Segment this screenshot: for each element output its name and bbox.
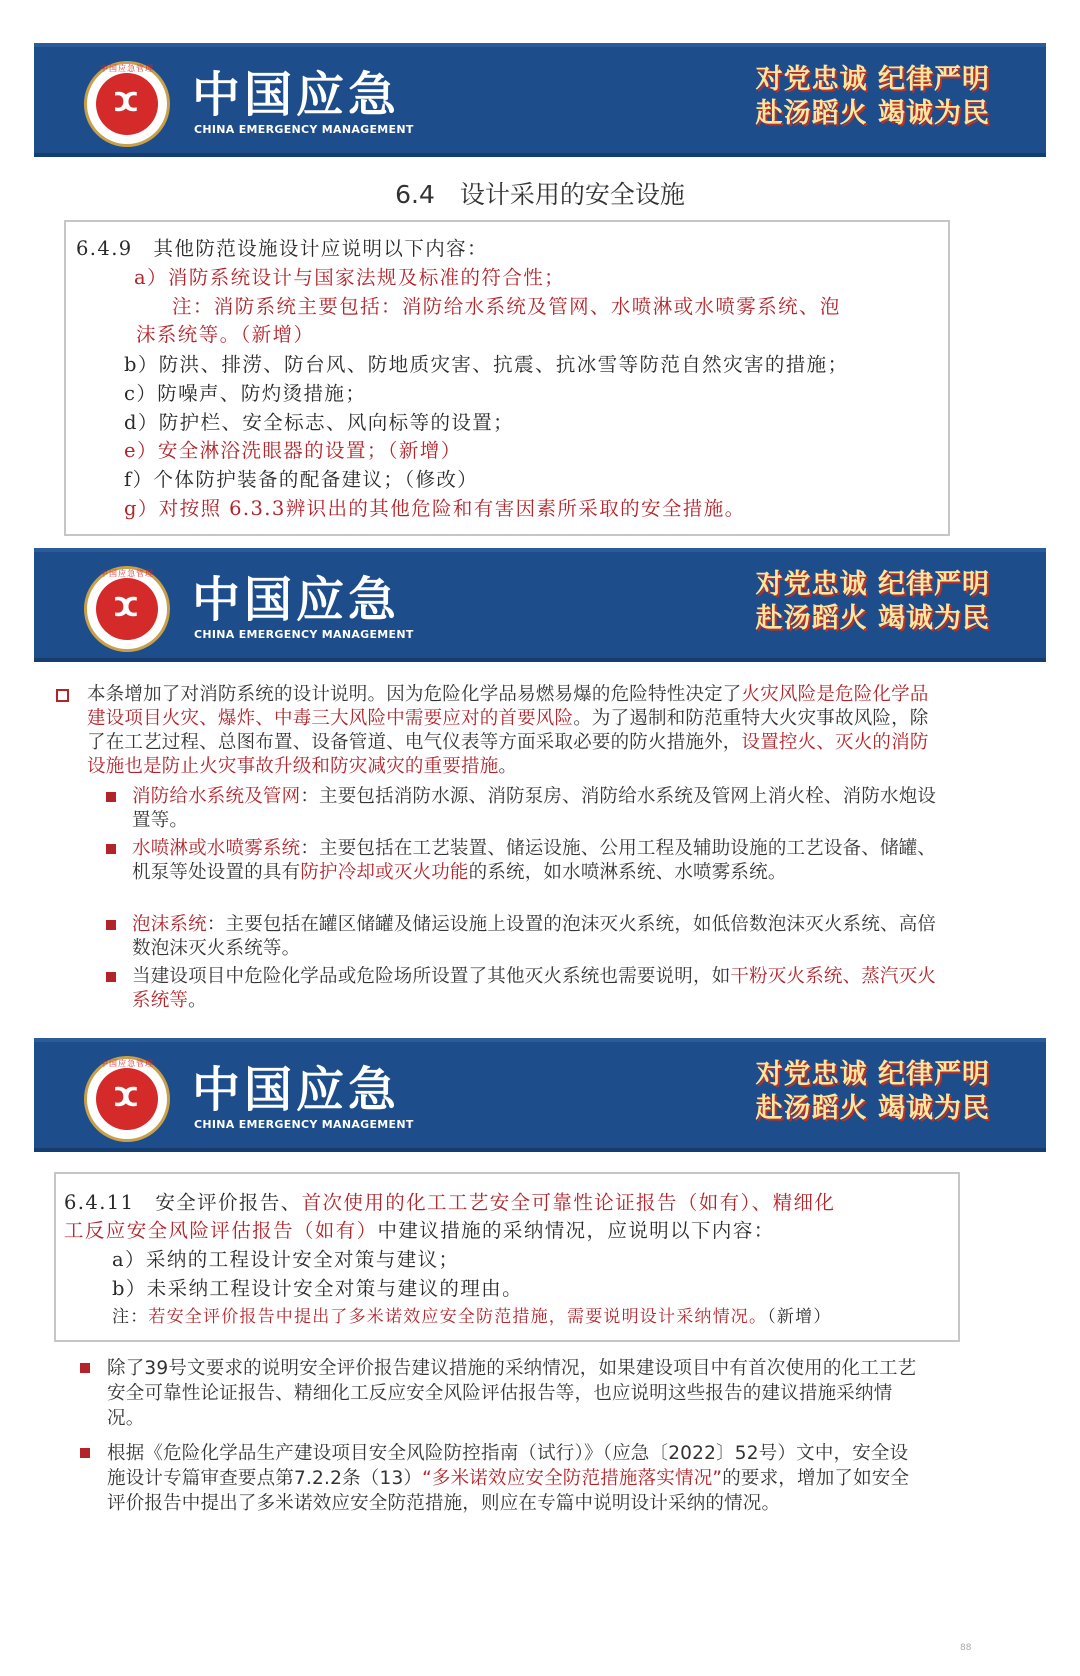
clause-649-note-1: 注：消防系统主要包括：消防给水系统及管网、水喷淋或水喷雾系统、泡 [172,295,841,318]
slogan-line-2: 赴汤蹈火 竭诚为民 [755,603,990,634]
brand-name-cn: 中国应急 [192,572,401,628]
clause-649-item-e: e）安全淋浴洗眼器的设置；（新增） [124,439,462,462]
clause-649-heading: 6.4.9 其他防范设施设计应说明以下内容： [76,237,488,260]
square-bullet-icon [106,844,116,854]
brand-name-en: CHINA EMERGENCY MANAGEMENT [194,628,414,641]
brand-name-en: CHINA EMERGENCY MANAGEMENT [194,1118,414,1131]
fire-item-foam: 泡沫系统：主要包括在罐区储罐及储运设施上设置的泡沫灭火系统，如低倍数泡沫灭火系统、高倍数泡沫灭火系统等。 [132,914,937,959]
brand-name-cn: 中国应急 [192,67,401,123]
banner-middle [34,548,1046,662]
clause-6411-item-a: a）采纳的工程设计安全对策与建议； [112,1248,460,1271]
emergency-seal-icon: 中国应急管理 ⵋ [84,61,170,147]
seal-ring-text: 中国应急管理 [100,1059,154,1068]
clause-6411-line-2: 工反应安全风险评估报告（如有）中建议措施的采纳情况，应说明以下内容： [64,1219,775,1242]
clause-6411-line-1: 6.4.11 安全评价报告、首次使用的化工工艺安全可靠性论证报告（如有）、精细化 [64,1191,836,1214]
brand-name-en: CHINA EMERGENCY MANAGEMENT [194,123,414,136]
seal-ring-text: 中国应急管理 [100,569,154,578]
clause-649-box [64,220,950,536]
banner-top [34,43,1046,157]
clause-6411-box [54,1172,960,1342]
seal-ring-text: 中国应急管理 [100,64,154,73]
clause-649-item-a: a）消防系统设计与国家法规及标准的符合性； [134,266,566,289]
square-bullet-icon [80,1363,90,1373]
clause-6411-item-b: b）未采纳工程设计安全对策与建议的理由。 [112,1277,523,1300]
banner-bottom [34,1038,1046,1152]
slogan-line-1: 对党忠诚 纪律严明 [755,64,990,95]
emergency-seal-icon: 中国应急管理 ⵋ [84,566,170,652]
clause-649-item-c: c）防噪声、防灼烫措施； [124,382,367,405]
emergency-seal-icon: 中国应急管理 ⵋ [84,1056,170,1142]
square-bullet-icon [106,972,116,982]
clause-649-note-2: 沫系统等。（新增） [136,323,315,346]
section-title: 6.4 设计采用的安全设施 [395,180,685,209]
slogan-line-1: 对党忠诚 纪律严明 [755,1059,990,1090]
slogan-line-1: 对党忠诚 纪律严明 [755,569,990,600]
clause-649-item-d: d）防护栏、安全标志、风向标等的设置； [124,411,515,434]
square-bullet-icon [106,792,116,802]
slogan-line-2: 赴汤蹈火 竭诚为民 [755,1093,990,1124]
fire-item-water-supply: 消防给水系统及管网：主要包括消防水源、消防泵房、消防给水系统及管网上消火栓、消防水炮设置等。 [132,786,937,831]
hollow-square-bullet-icon [56,689,69,702]
square-bullet-icon [106,920,116,930]
eval-item-1: 除了39号文要求的说明安全评价报告建议措施的采纳情况，如果建设项目中有首次使用的化工工艺安全可靠性论证报告、精细化工反应安全风险评估报告等，也应说明这些报告的建议措施采纳情况。 [107,1358,917,1429]
clause-649-item-g: g）对按照 6.3.3辨识出的其他危险和有害因素所采取的安全措施。 [124,497,746,520]
brand-name-cn: 中国应急 [192,1062,401,1118]
slogan-line-2: 赴汤蹈火 竭诚为民 [755,98,990,129]
clause-649-item-b: b）防洪、排涝、防台风、防地质灾害、抗震、抗冰雪等防范自然灾害的措施； [124,353,849,376]
square-bullet-icon [80,1448,90,1458]
fire-item-water-spray: 水喷淋或水喷雾系统：主要包括在工艺装置、储运设施、公用工程及辅助设施的工艺设备、储罐、机泵等处设置的具有防护冷却或灭火功能的系统，如水喷淋系统、水喷雾系统。 [132,838,937,883]
page-number: 88 [960,1643,972,1653]
fire-intro-paragraph: 本条增加了对消防系统的设计说明。因为危险化学品易燃易爆的危险特性决定了火灾风险是危险化学品建设项目火灾、爆炸、中毒三大风险中需要应对的首要风险。为了遏制和防范重特大火灾事故风险，除了在工艺过程、总图布置、设备管道、电气仪表等方面采取必要的防火措施外，设置控火、灭火的消防设施也是防止火灾事故升级和防灾减灾的重要措施。 [87,684,929,777]
clause-649-item-f: f）个体防护装备的配备建议；（修改） [124,468,479,491]
clause-6411-note: 注：若安全评价报告中提出了多米诺效应安全防范措施，需要说明设计采纳情况。（新增） [112,1307,832,1327]
fire-item-other: 当建设项目中危险化学品或危险场所设置了其他灭火系统也需要说明，如干粉灭火系统、蒸汽灭火系统等。 [132,966,937,1011]
eval-item-2: 根据《危险化学品生产建设项目安全风险防控指南（试行）》（应急〔2022〕52号）文中，安全设施设计专篇审查要点第7.2.2条（13）“多米诺效应安全防范措施落实情况”的要求，增加了如安全评价报告中提出了多米诺效应安全防范措施，则应在专篇中说明设计采纳的情况。 [107,1443,910,1514]
